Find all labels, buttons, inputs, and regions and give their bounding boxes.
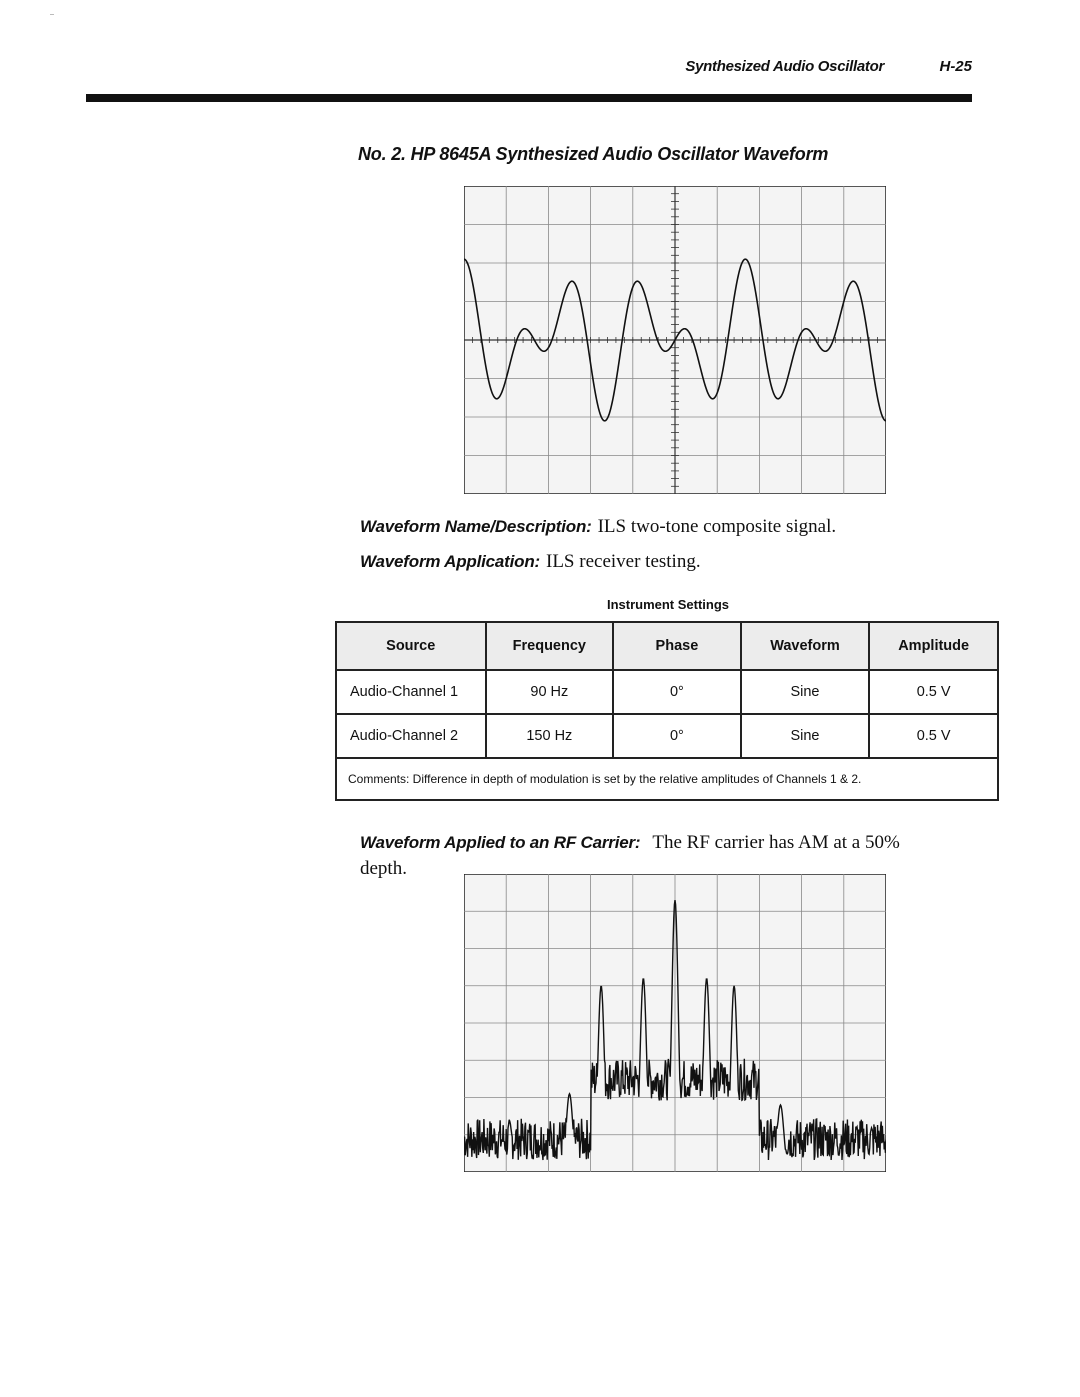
running-head (0, 58, 1080, 82)
comments-cell: Comments: Difference in depth of modulation is set by the relative amplitudes of Channels 1 & 2. (336, 758, 998, 800)
settings-caption: Instrument Settings (606, 597, 730, 612)
waveform-name-value: ILS two-tone composite signal. (597, 516, 837, 537)
cell-source: Audio-Channel 1 (336, 670, 486, 714)
waveform-name-line (360, 516, 836, 538)
column-header-phase: Phase (613, 622, 740, 670)
column-header-frequency: Frequency (486, 622, 614, 670)
table-row (336, 670, 998, 714)
cell-waveform: Sine (741, 670, 870, 714)
waveform-name-label: Waveform Name/Description: (360, 517, 592, 536)
table-header-row (336, 622, 998, 670)
rf-carrier-line (360, 832, 980, 854)
cell-waveform: Sine (741, 714, 870, 758)
rf-spectrum-display (464, 874, 886, 1172)
waveform-application-line (360, 551, 701, 573)
rf-carrier-text-continued: depth. (360, 858, 407, 879)
table-row (336, 714, 998, 758)
comments-row (336, 758, 998, 800)
rf-carrier-text: The RF carrier has AM at a 50% (652, 832, 900, 853)
rf-carrier-label: Waveform Applied to an RF Carrier: (360, 833, 641, 852)
scan-speck (50, 14, 54, 15)
column-header-source: Source (336, 622, 486, 670)
column-header-waveform: Waveform (741, 622, 870, 670)
cell-amplitude: 0.5 V (869, 670, 998, 714)
cell-frequency: 150 Hz (486, 714, 614, 758)
cell-frequency: 90 Hz (486, 670, 614, 714)
cell-source: Audio-Channel 2 (336, 714, 486, 758)
cell-amplitude: 0.5 V (869, 714, 998, 758)
waveform-application-label: Waveform Application: (360, 552, 540, 571)
figure-title: No. 2. HP 8645A Synthesized Audio Oscillator Waveform (358, 144, 829, 164)
running-title: Synthesized Audio Oscillator (685, 58, 884, 75)
column-header-amplitude: Amplitude (869, 622, 998, 670)
page-number: H-25 (939, 58, 972, 75)
cell-phase: 0° (613, 670, 740, 714)
instrument-settings-table (335, 621, 999, 801)
waveform-application-value: ILS receiver testing. (546, 551, 701, 572)
header-rule (86, 94, 972, 102)
waveform-scope-display (464, 186, 886, 494)
cell-phase: 0° (613, 714, 740, 758)
